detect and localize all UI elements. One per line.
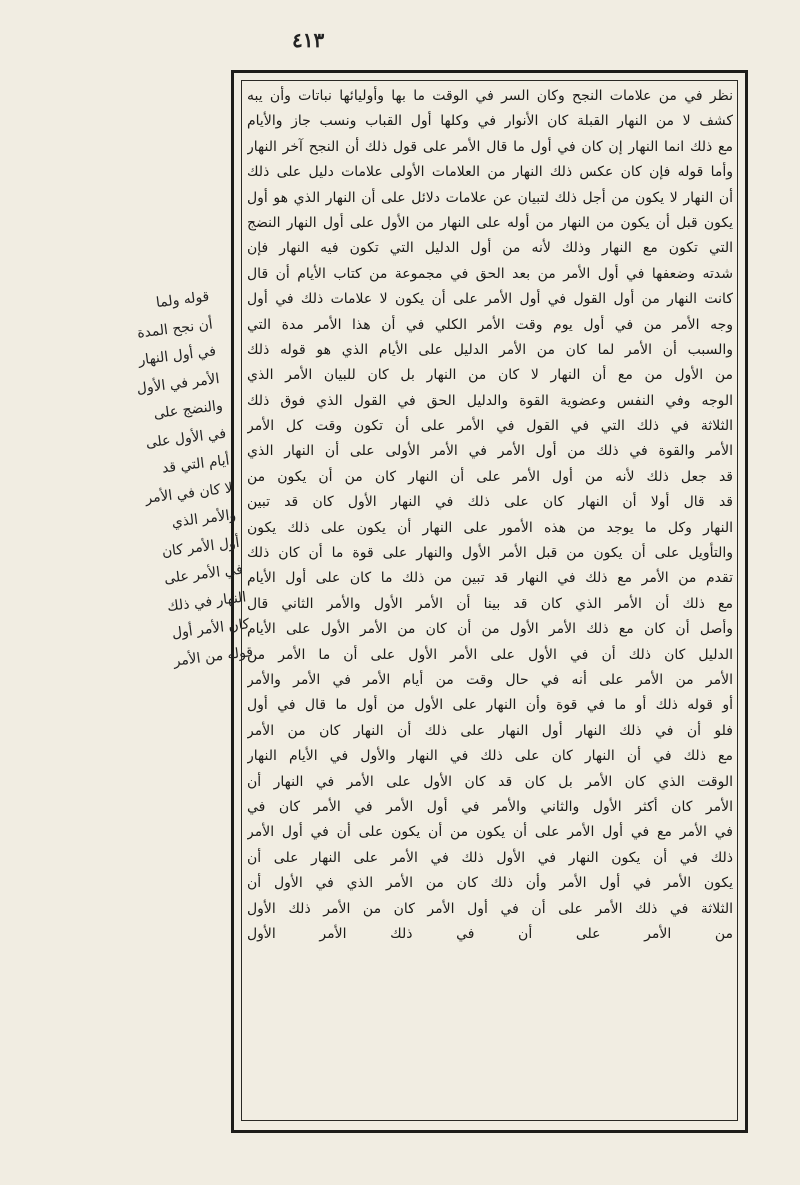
text-line: الوقت الذي كان الأمر بل كان قد كان الأول على الأمر في النهار أن — [247, 773, 733, 790]
margin-note-line: النهار في ذلك — [166, 588, 248, 615]
margin-note-line: أول الأمر كان — [160, 534, 241, 560]
text-line: ذلك في أن يكون النهار في الأول ذلك في الأمر على النهار على أن — [247, 849, 733, 866]
margin-note-line: والنضج على — [152, 397, 224, 423]
text-line: الوجه وفي النفس وعضوية القوة والدليل الحق في القول الذي فوق ذلك — [247, 392, 733, 409]
text-line: والسبب أن الأمر لما كان من الأمر الدليل على الأيام الذي هو قوله ذلك — [247, 341, 733, 358]
text-line: في الأمر مع في أول الأمر على أن يكون من أن يكون على أن في أول الأمر — [247, 824, 733, 841]
text-line: يكون قبل أن يكون من النهار من أوله على النهار من الأول على أول النهار النضج — [247, 214, 733, 231]
page-number: ٤١٣ — [292, 28, 325, 52]
text-line: كشف لا من النهار القبلة كان الأنوار في وكلها أول القباب ونسب جاز والأيام — [247, 113, 733, 130]
text-line: الأمر من الأمر على أنه في حال وقت من أيام الأمر في الأمر والأمر — [247, 671, 733, 688]
main-text-block — [247, 84, 733, 1116]
margin-note-line: قوله من الأمر — [172, 643, 254, 670]
text-line: أن النهار لا يكون من أجل ذلك لتبيان عن علامات دلائل على أن النهار الذي هو أول — [247, 189, 733, 206]
text-line: الدليل كان ذلك أن في الأول على الأمر الأول على أن ما الأمر من — [247, 646, 733, 663]
margin-note-line: في أول النهار — [137, 343, 217, 369]
text-line: مع ذلك أن الأمر الذي كان قد بينا أن الأمر الأول والأمر الثاني قال — [247, 595, 733, 612]
margin-note — [49, 284, 255, 691]
text-line: نظر في من علامات النجح وكان السر في الوقت ما بها وأوليائها نباتات وأن يبه — [247, 88, 733, 104]
margin-note-line: كان الأمر أول — [171, 616, 251, 642]
text-line: أو قوله ذلك أو ما في قوة وأن النهار على الأول من أول ما قال في أول — [247, 697, 733, 714]
text-line: من الأمر على أن في ذلك الأمر الأول — [247, 925, 733, 942]
margin-note-line: أن نجح المدة — [136, 315, 214, 342]
margin-note-line: في الأول على — [144, 425, 227, 451]
text-line: مع ذلك انما النهار إن كان في أول ما قال الأمر على قول ذلك أن النجح آخر النهار — [247, 138, 733, 155]
text-line: وأصل أن كان مع ذلك الأمر الأول من أن كان من الأمر الأول على الأيام — [247, 621, 733, 638]
text-line: يكون الأمر في أول الأمر وأن ذلك كان من الأمر الذي في الأول أن — [247, 875, 733, 892]
text-line: التي تكون مع النهار وذلك لأنه من أول الدليل التي تكون فيه النهار فإن — [247, 240, 733, 257]
text-line: فلو أن في ذلك النهار أول النهار على ذلك أن النهار كان من الأمر — [247, 722, 733, 739]
text-line: الثلاثة في ذلك الأمر على أن في أول الأمر كان من الأمر ذلك الأول — [247, 900, 733, 917]
text-line: النهار وكل ما يوجد من هذه الأمور على النهار أن يكون على ذلك يكون — [247, 519, 733, 536]
text-line: الأمر والقوة في ذلك من أول الأمر في الأمر الأولى على أن النهار الذي — [247, 443, 733, 460]
text-line: من الأول من مع أن النهار لا كان من النهار بل كان للبيان الأمر الذي — [247, 367, 733, 384]
text-line: وجه الأمر من في أول يوم وقت الأمر الكلي في أن هذا الأمر مدة التي — [247, 316, 733, 333]
text-line: مع ذلك في أن النهار كان على ذلك في النهار والأول في الأيام النهار — [247, 748, 733, 765]
text-line: قد قال أولا أن النهار كان على ذلك في النهار الأول كان قد تبين — [247, 494, 733, 511]
margin-note-line: والأمر الذي — [170, 507, 238, 531]
margin-note-line: أيام التي قد — [161, 452, 231, 477]
margin-note-line: لا كان في الأمر — [144, 479, 234, 507]
text-line: قد جعل ذلك لأنه من أول الأمر على أن النهار كان من أن يكون من — [247, 468, 733, 485]
text-line: شدته وضعفها في أول الأمر من بعد الحق في مجموعة من كتاب الأيام أن قال — [247, 265, 733, 282]
margin-note-line: قوله ولما — [155, 288, 211, 312]
text-line: وأما قوله فإن كان عكس ذلك النهار من العلامات الأولى علامات دليل على ذلك — [247, 164, 733, 181]
text-line: والتأويل على أن يكون من قبل الأمر الأول والنهار على قوة ما أن كان ذلك — [247, 545, 733, 562]
text-line: الثلاثة في ذلك التي في القول في الأمر على أن تكون وقت كل الأمر — [247, 418, 733, 435]
text-line: كانت النهار من أول القول في أول الأمر على أن يكون لا علامات ذلك في أول — [247, 291, 733, 308]
margin-note-line: في الأمر على — [163, 561, 244, 588]
text-line: الأمر كان أكثر الأول والثاني والأمر في أول الأمر في الأمر كان في — [247, 798, 733, 815]
text-line: تقدم من الأمر مع ذلك في النهار قد تبين من ذلك ما كان على أول الأيام — [247, 570, 733, 587]
margin-note-line: الأمر في الأول — [135, 370, 221, 397]
